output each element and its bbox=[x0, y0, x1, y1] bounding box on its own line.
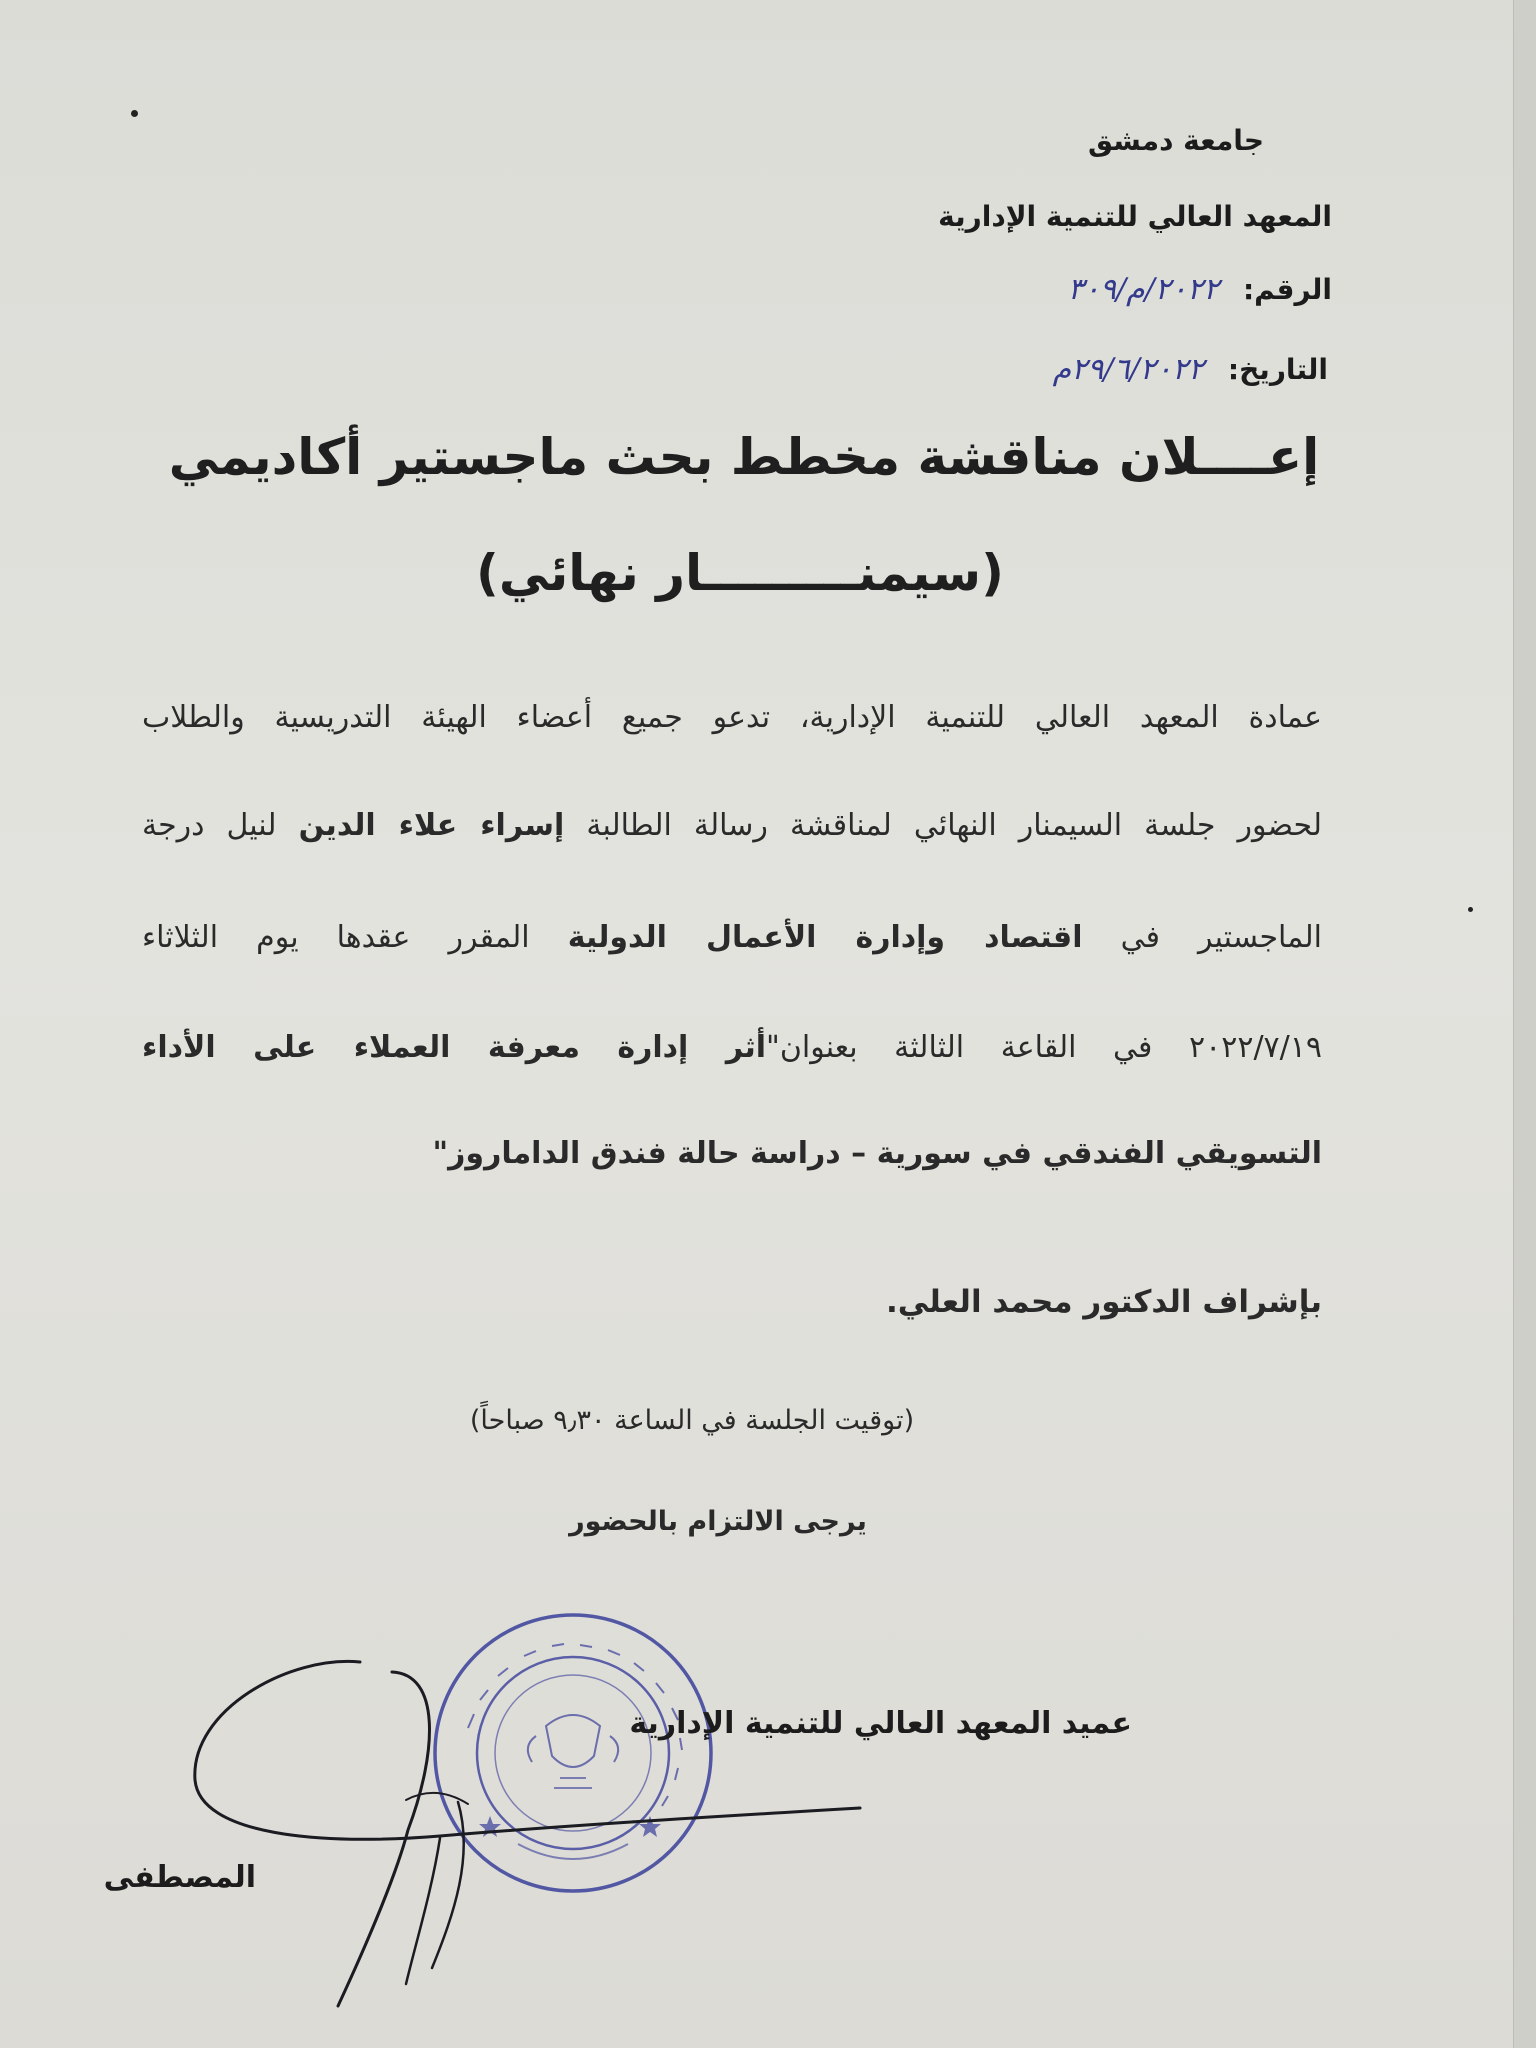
session-time: (توقيت الجلسة في الساعة ٩٫٣٠ صباحاً) bbox=[469, 1405, 915, 1436]
handwritten-signature bbox=[170, 1650, 870, 2020]
body-line-5 bbox=[142, 1134, 1322, 1174]
ink-dot bbox=[131, 110, 138, 117]
date-label: التاريخ: bbox=[1227, 353, 1328, 386]
body-text: ٢٠٢٢/٧/١٩ في القاعة الثالثة بعنوان" bbox=[766, 1030, 1322, 1065]
thesis-title-continued: التسويقي الفندقي في سورية – دراسة حالة فندق الداماروز" bbox=[432, 1136, 1322, 1171]
announcement-subtitle: (سيمنـــــــــار نهائي) bbox=[476, 544, 1004, 602]
body-text: المقرر عقدها يوم الثلاثاء bbox=[142, 920, 530, 955]
reference-label: الرقم: bbox=[1242, 273, 1332, 306]
body-line-3 bbox=[142, 918, 1322, 958]
body-line-4 bbox=[142, 1028, 1322, 1068]
body-line-2 bbox=[142, 806, 1322, 846]
announcement-title: إعــــلان مناقشة مخطط بحث ماجستير أكاديمي bbox=[168, 428, 1320, 486]
page-edge bbox=[1513, 0, 1536, 2048]
supervision-line: بإشراف الدكتور محمد العلي. bbox=[886, 1284, 1322, 1320]
date-value: ٢٩/٦/٢٠٢٢م bbox=[1052, 352, 1205, 387]
body-line-1: عمادة المعهد العالي للتنمية الإدارية، تدعو جميع أعضاء الهيئة التدريسية والطلاب bbox=[142, 700, 1322, 735]
university-name: جامعة دمشق bbox=[1088, 124, 1264, 157]
body-text: لنيل درجة bbox=[142, 808, 277, 843]
signatory-name: المصطفى bbox=[103, 1860, 256, 1895]
ink-dot bbox=[1468, 907, 1473, 912]
reference-number: ٢٠٢٢/م/٣٠٩ bbox=[1067, 272, 1220, 307]
institute-name: المعهد العالي للتنمية الإدارية bbox=[938, 200, 1332, 233]
thesis-title: أثر إدارة معرفة العملاء على الأداء bbox=[142, 1030, 767, 1065]
body-text: لحضور جلسة السيمنار النهائي لمناقشة رسالة الطالبة bbox=[586, 808, 1323, 843]
body-text: الماجستير في bbox=[1120, 920, 1322, 955]
student-name: إسراء علاء الدين bbox=[298, 808, 565, 843]
date-line bbox=[1053, 352, 1328, 387]
attendance-note: يرجى الالتزام بالحضور bbox=[569, 1506, 867, 1537]
field-of-study: اقتصاد وإدارة الأعمال الدولية bbox=[567, 920, 1083, 955]
signatory-title: عميد المعهد العالي للتنمية الإدارية bbox=[629, 1706, 1132, 1741]
reference-line bbox=[1068, 272, 1332, 307]
